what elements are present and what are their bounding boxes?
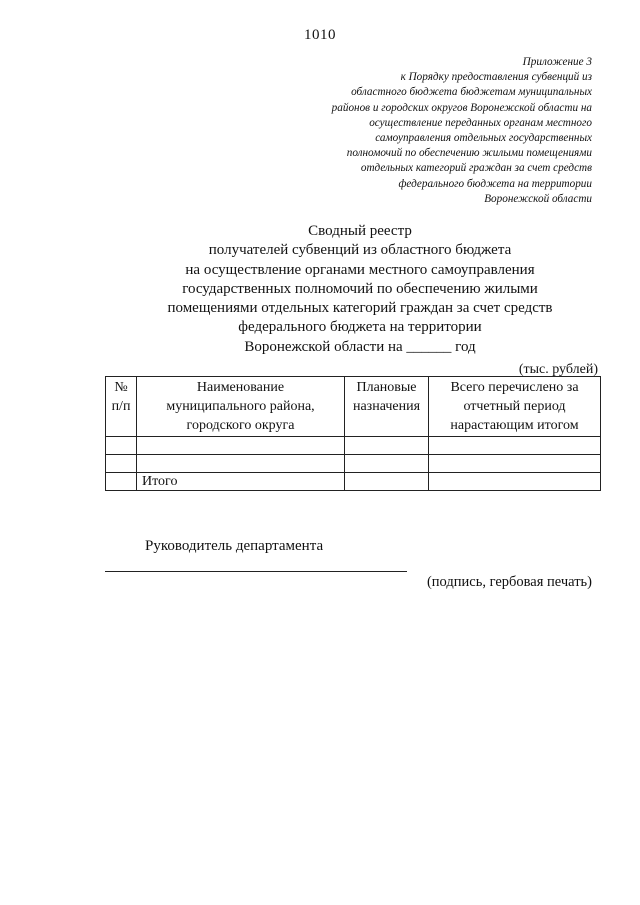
appendix-line: областного бюджета бюджетам муниципальных <box>351 86 592 99</box>
table-header-row <box>106 377 601 437</box>
header-number: № п/п <box>106 377 137 437</box>
table-row <box>106 437 601 455</box>
registry-table <box>105 376 601 491</box>
table-cell <box>106 437 137 455</box>
title-line: государственных полномочий по обеспечению жилыми <box>182 280 538 297</box>
document-title <box>150 222 570 357</box>
table-cell <box>345 473 429 491</box>
appendix-line: к Порядку предоставления субвенций из <box>400 71 592 84</box>
table-cell <box>429 473 601 491</box>
header-planned: Плановые назначения <box>345 377 429 437</box>
table-cell <box>137 437 345 455</box>
signature-caption: (подпись, гербовая печать) <box>426 574 592 590</box>
appendix-note <box>292 55 592 207</box>
appendix-line: Воронежской области <box>484 192 592 205</box>
units-label: (тыс. рублей) <box>518 362 598 377</box>
table-cell <box>106 455 137 473</box>
title-line: Воронежской области на ______ год <box>244 338 476 355</box>
appendix-line: полномочий по обеспечению жилыми помещениями <box>346 147 592 160</box>
table-cell <box>429 455 601 473</box>
table-row <box>106 455 601 473</box>
title-line: на осуществление органами местного самоуправления <box>185 261 535 278</box>
appendix-line: осуществление переданных органам местного <box>369 116 592 129</box>
title-line: Сводный реестр <box>308 223 412 239</box>
title-line: федерального бюджета на территории <box>238 319 482 336</box>
header-name: Наименование муниципального района, городского округа <box>137 377 345 437</box>
appendix-line: самоуправления отдельных государственных <box>375 132 592 145</box>
page-number: 1010 <box>304 27 336 43</box>
total-row <box>106 473 601 491</box>
header-transferred: Всего перечислено за отчетный период нарастающим итогом <box>429 377 601 437</box>
table-cell <box>429 437 601 455</box>
appendix-line: Приложение 3 <box>522 56 592 68</box>
title-line: получателей субвенций из областного бюджета <box>208 242 512 259</box>
appendix-line: районов и городских округов Воронежской области на <box>331 101 592 114</box>
signature-line <box>105 571 407 572</box>
table-cell <box>137 455 345 473</box>
signatory-title: Руководитель департамента <box>145 538 324 554</box>
table-cell <box>345 455 429 473</box>
table-cell <box>106 473 137 491</box>
total-label: Итого <box>137 473 345 491</box>
appendix-line: федерального бюджета на территории <box>398 177 592 190</box>
table-cell <box>345 437 429 455</box>
title-line: помещениями отдельных категорий граждан за счет средств <box>167 300 553 317</box>
appendix-line: отдельных категорий граждан за счет средств <box>360 162 592 175</box>
